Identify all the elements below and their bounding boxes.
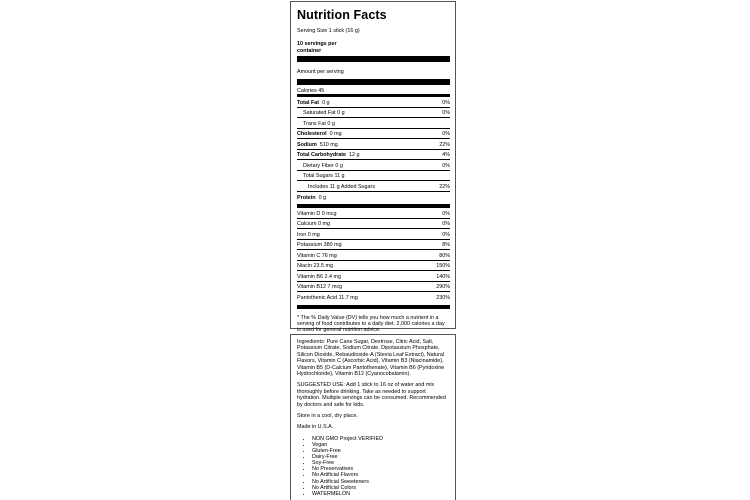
amount-per-serving: Amount per serving	[297, 69, 344, 75]
nutrient-amount: 0 g	[318, 194, 327, 201]
vitamin-row	[297, 219, 450, 230]
vitamin-row	[297, 250, 450, 261]
nutrient-dv: 0%	[442, 99, 450, 106]
ingredients-text: Ingredients: Pure Cane Sugar, Dextrose, Citric Acid, Salt, Potassium Citrate, Sodium Citrate, Dipotassium Phosphate, Silicon Dioxide, Rebaudioside-A (Stevia Leaf Extract), Natural Flavors, Vitamin C (Ascorbic Acid), Vitamin B3 (Niacinamide), Vitamin B5 (D-Calcium Pantothenate), Vitamin B6 (Pyridoxine Hydrochloride), Vitamin B12 (Cyanocobalamin).	[297, 339, 445, 378]
origin-text: Made in U.S.A.	[297, 424, 334, 431]
calories-row	[297, 85, 450, 95]
nutrient-row-total-carbohydrate	[297, 150, 450, 161]
vitamin-row	[297, 261, 450, 272]
nutrient-row-total-sugars	[297, 171, 450, 182]
vitamin-name: Pantothenic Acid 11.7 mg	[297, 295, 358, 302]
vitamin-row	[297, 292, 450, 303]
nutrient-name: Cholesterol	[297, 131, 327, 138]
vitamin-row	[297, 240, 450, 251]
claim-item: • Dairy-Free	[312, 454, 450, 460]
nutrient-name: Total Sugars 11 g	[303, 173, 345, 180]
nutrient-amount: 0 g	[322, 99, 330, 106]
nutrient-row-saturated-fat	[297, 108, 450, 119]
nutrient-name: Total Carbohydrate	[297, 152, 347, 159]
vitamin-name: Vitamin B12 7 mcg	[297, 284, 343, 291]
nutrient-name: Protein	[297, 194, 316, 201]
nutrient-name: Trans Fat 0 g	[303, 120, 335, 127]
nutrient-name: Saturated Fat 0 g	[303, 110, 345, 117]
suggested-use-text: SUGGESTED USE: Add 1 stick to 16 oz of water and mix thoroughly before drinking. Take as needed to support hydration. Multiple servings can be consumed. Recommended by doctors and safe for kids.	[297, 382, 446, 408]
nutrient-row-dietary-fiber	[297, 160, 450, 171]
claim-item: • NON GMO Project VERIFIED	[312, 436, 450, 442]
vitamin-dv: 140%	[436, 273, 450, 280]
nutrient-name: Total Fat	[297, 99, 320, 106]
nutrient-dv: 0%	[442, 131, 450, 138]
claim-item: • No Artificial Colors	[312, 485, 450, 491]
vitamin-dv: 8%	[442, 242, 450, 249]
nutrient-dv: 0%	[442, 110, 450, 117]
vitamin-row	[297, 229, 450, 240]
vitamin-row	[297, 271, 450, 282]
nutrient-row-trans-fat	[297, 118, 450, 129]
serving-size: Serving Size 1 stick (16 g)	[297, 28, 360, 34]
vitamin-name: Potassium 380 mg	[297, 242, 342, 249]
claim-item: • Gluten-Free	[312, 448, 450, 454]
claims-list	[297, 436, 450, 497]
divider-thick	[297, 56, 450, 62]
nutrient-row-added-sugars	[297, 181, 450, 192]
vitamin-name: Vitamin D 0 mcg	[297, 210, 337, 217]
nutrient-amount: 12 g	[349, 152, 360, 159]
nutrition-facts-title: Nutrition Facts	[297, 8, 387, 22]
vitamin-name: Calcium 0 mg	[297, 221, 330, 228]
vitamin-dv: 0%	[442, 221, 450, 228]
nutrient-row-total-fat	[297, 97, 450, 108]
claim-item: • Vegan	[312, 442, 450, 448]
claim-item: • No Artificial Flavors	[312, 472, 450, 478]
vitamin-name: Vitamin B6 2.4 mg	[297, 273, 341, 280]
calories-text: Calories 45	[297, 87, 325, 94]
nutrient-amount: 0 mg	[329, 131, 342, 138]
daily-value-footnote: * The % Daily Value (DV) tells you how much a nutrient in a serving of food contributes to a daily diet. 2,000 calories a day is used for general nutrition advice.	[297, 314, 445, 334]
nutrient-amount: 510 mg	[319, 141, 338, 148]
vitamin-name: Niacin 23.5 mg	[297, 263, 333, 270]
nutrient-dv: 22%	[439, 183, 450, 190]
vitamin-row	[297, 208, 450, 219]
vitamin-dv: 290%	[436, 284, 450, 291]
vitamin-dv: 0%	[442, 231, 450, 238]
claim-item: • No Preservatives	[312, 466, 450, 472]
vitamin-row	[297, 282, 450, 293]
vitamin-name: Iron 0 mg	[297, 231, 320, 238]
nutrient-name: Sodium	[297, 141, 317, 148]
nutrient-dv: 22%	[439, 141, 450, 148]
nutrient-name: Dietary Fiber 0 g	[303, 162, 343, 169]
nutrient-row-protein	[297, 192, 450, 203]
nutrient-dv: 4%	[442, 152, 450, 159]
vitamin-dv: 150%	[436, 263, 450, 270]
vitamin-dv: 80%	[439, 252, 450, 259]
storage-text: Store in a cool, dry place.	[297, 413, 358, 420]
divider-thick	[297, 305, 450, 309]
product-info-panel	[290, 334, 456, 500]
vitamin-name: Vitamin C 76 mg	[297, 252, 337, 259]
nutrient-row-cholesterol	[297, 129, 450, 140]
vitamin-dv: 230%	[436, 295, 450, 302]
vitamin-dv: 0%	[442, 210, 450, 217]
nutrient-row-sodium	[297, 139, 450, 150]
nutrient-name: Includes 11 g Added Sugars	[308, 183, 376, 190]
nutrient-dv: 0%	[442, 162, 450, 169]
claim-item: • WATERMELON	[312, 491, 450, 497]
servings-per-container: 10 servings per container	[297, 41, 337, 54]
claim-item: • Soy-Free	[312, 460, 450, 466]
claim-item: • No Artificial Sweeteners	[312, 479, 450, 485]
nutrition-facts-label	[290, 1, 456, 334]
